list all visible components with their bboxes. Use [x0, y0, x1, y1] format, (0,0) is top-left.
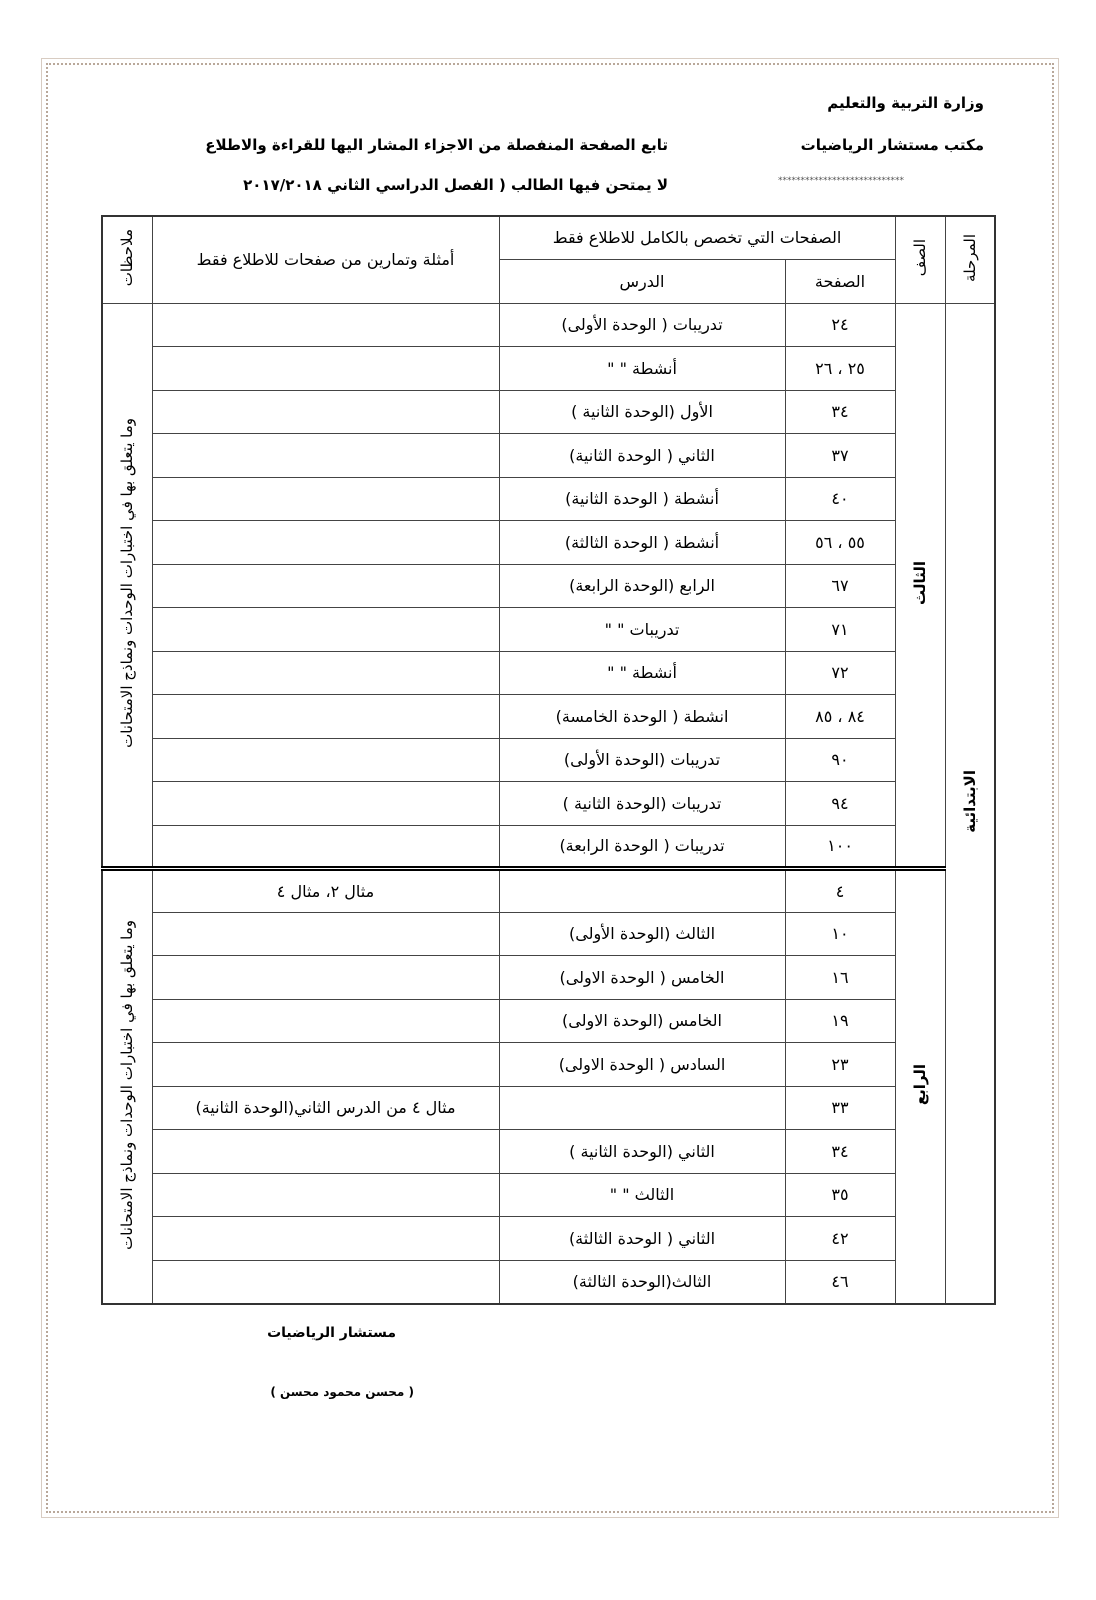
- lesson-cell: تدريبات ( الوحدة الأولى): [499, 303, 785, 347]
- page-cell: ١٠٠: [785, 825, 895, 869]
- examples-cell: [152, 434, 499, 478]
- examples-cell: [152, 347, 499, 391]
- signature-title: مستشار الرياضيات: [267, 1325, 396, 1341]
- table-row: [102, 347, 995, 391]
- table-row: [102, 825, 995, 869]
- table-row: [102, 738, 995, 782]
- page-cell: ٥٥ ، ٥٦: [785, 521, 895, 565]
- header-notes: ملاحظات: [102, 216, 152, 303]
- examples-cell: [152, 564, 499, 608]
- stage-cell: الابتدائية: [945, 303, 995, 1304]
- page-cell: ٩٤: [785, 782, 895, 826]
- table-row: [102, 956, 995, 1000]
- lesson-cell: الأول (الوحدة الثانية ): [499, 390, 785, 434]
- header-grade: الصف: [895, 216, 945, 303]
- doc-subtitle: لا يمتحن فيها الطالب ( الفصل الدراسي الثاني ٢٠١٧/٢٠١٨: [243, 176, 668, 194]
- lesson-cell: [499, 1086, 785, 1130]
- grade-cell: الرابع: [895, 869, 945, 1304]
- notes-cell: وما يتعلق بها في اختبارات الوحدات ونماذج الامتحانات: [102, 869, 152, 1304]
- header-stage: المرحلة: [945, 216, 995, 303]
- lesson-cell: أنشطة " ": [499, 347, 785, 391]
- lesson-cell: الثاني (الوحدة الثانية ): [499, 1130, 785, 1174]
- table-row: [102, 869, 995, 913]
- table-row: [102, 1086, 995, 1130]
- examples-cell: [152, 956, 499, 1000]
- page-cell: ٣٤: [785, 1130, 895, 1174]
- lesson-cell: تدريبات ( الوحدة الرابعة): [499, 825, 785, 869]
- pages-table: [101, 215, 996, 1305]
- page-cell: ٣٣: [785, 1086, 895, 1130]
- table-row: [102, 999, 995, 1043]
- examples-cell: [152, 1130, 499, 1174]
- examples-cell: [152, 999, 499, 1043]
- lesson-cell: الثاني ( الوحدة الثانية): [499, 434, 785, 478]
- table-row: [102, 1173, 995, 1217]
- lesson-cell: أنشطة ( الوحدة الثانية): [499, 477, 785, 521]
- table-row: [102, 695, 995, 739]
- page-cell: ١٠: [785, 912, 895, 956]
- lesson-cell: تدريبات " ": [499, 608, 785, 652]
- table-row: [102, 1043, 995, 1087]
- page-cell: ٣٤: [785, 390, 895, 434]
- doc-title: تابع الصفحة المنفصلة من الاجزاء المشار اليها للقراءة والاطلاع: [205, 136, 668, 154]
- ministry-name: وزارة التربية والتعليم: [827, 94, 984, 112]
- examples-cell: [152, 477, 499, 521]
- table-row: [102, 1130, 995, 1174]
- signature-name: ( محسن محمود محسن ): [270, 1385, 414, 1399]
- examples-cell: مثال ٢، مثال ٤: [152, 869, 499, 913]
- examples-cell: [152, 1217, 499, 1261]
- page-cell: ٤٦: [785, 1260, 895, 1304]
- page-cell: ٧١: [785, 608, 895, 652]
- examples-cell: [152, 390, 499, 434]
- lesson-cell: أنشطة ( الوحدة الثالثة): [499, 521, 785, 565]
- lesson-cell: انشطة ( الوحدة الخامسة): [499, 695, 785, 739]
- examples-cell: [152, 738, 499, 782]
- header-page: الصفحة: [785, 259, 895, 303]
- table-row: [102, 390, 995, 434]
- page-cell: ٤٠: [785, 477, 895, 521]
- page-cell: ٤٢: [785, 1217, 895, 1261]
- table-row: [102, 303, 995, 347]
- examples-cell: [152, 521, 499, 565]
- table-row: [102, 1217, 995, 1261]
- lesson-cell: الرابع (الوحدة الرابعة): [499, 564, 785, 608]
- examples-cell: [152, 651, 499, 695]
- lesson-cell: [499, 869, 785, 913]
- page-cell: ٣٥: [785, 1173, 895, 1217]
- lesson-cell: الثالث " ": [499, 1173, 785, 1217]
- table-row: [102, 608, 995, 652]
- lesson-cell: السادس ( الوحدة الاولى): [499, 1043, 785, 1087]
- page-cell: ٨٤ ، ٨٥: [785, 695, 895, 739]
- lesson-cell: الثاني ( الوحدة الثالثة): [499, 1217, 785, 1261]
- page-cell: ١٦: [785, 956, 895, 1000]
- examples-cell: [152, 782, 499, 826]
- table-row: [102, 1260, 995, 1304]
- lesson-cell: الثالث(الوحدة الثالثة): [499, 1260, 785, 1304]
- lesson-cell: الخامس ( الوحدة الاولى): [499, 956, 785, 1000]
- page-cell: ١٩: [785, 999, 895, 1043]
- office-name: مكتب مستشار الرياضيات: [800, 136, 984, 154]
- table-row: [102, 521, 995, 565]
- examples-cell: [152, 608, 499, 652]
- lesson-cell: الثالث (الوحدة الأولى): [499, 912, 785, 956]
- lesson-cell: تدريبات (الوحدة الثانية ): [499, 782, 785, 826]
- page-cell: ٧٢: [785, 651, 895, 695]
- examples-cell: [152, 1043, 499, 1087]
- examples-cell: [152, 695, 499, 739]
- table-row: [102, 477, 995, 521]
- table-row: [102, 434, 995, 478]
- header-lesson: الدرس: [499, 259, 785, 303]
- page-cell: ٩٠: [785, 738, 895, 782]
- page-cell: ٦٧: [785, 564, 895, 608]
- page-cell: ٢٥ ، ٢٦: [785, 347, 895, 391]
- table-row: [102, 564, 995, 608]
- table-row: [102, 912, 995, 956]
- page-cell: ٤: [785, 869, 895, 913]
- header-examples: أمثلة وتمارين من صفحات للاطلاع فقط: [152, 216, 499, 303]
- examples-cell: [152, 1260, 499, 1304]
- examples-cell: [152, 303, 499, 347]
- page-cell: ٣٧: [785, 434, 895, 478]
- page-cell: ٢٣: [785, 1043, 895, 1087]
- grade-cell: الثالث: [895, 303, 945, 869]
- examples-cell: [152, 912, 499, 956]
- table-row: [102, 651, 995, 695]
- lesson-cell: تدريبات (الوحدة الأولى): [499, 738, 785, 782]
- stars-divider: ****************************: [778, 176, 904, 186]
- table-row: [102, 782, 995, 826]
- page-cell: ٢٤: [785, 303, 895, 347]
- lesson-cell: الخامس (الوحدة الاولى): [499, 999, 785, 1043]
- examples-cell: مثال ٤ من الدرس الثاني(الوحدة الثانية): [152, 1086, 499, 1130]
- header-pages-full: الصفحات التي تخصص بالكامل للاطلاع فقط: [499, 216, 895, 259]
- notes-cell: وما يتعلق بها في اختبارات الوحدات ونماذج الامتحانات: [102, 303, 152, 869]
- examples-cell: [152, 1173, 499, 1217]
- lesson-cell: أنشطة " ": [499, 651, 785, 695]
- examples-cell: [152, 825, 499, 869]
